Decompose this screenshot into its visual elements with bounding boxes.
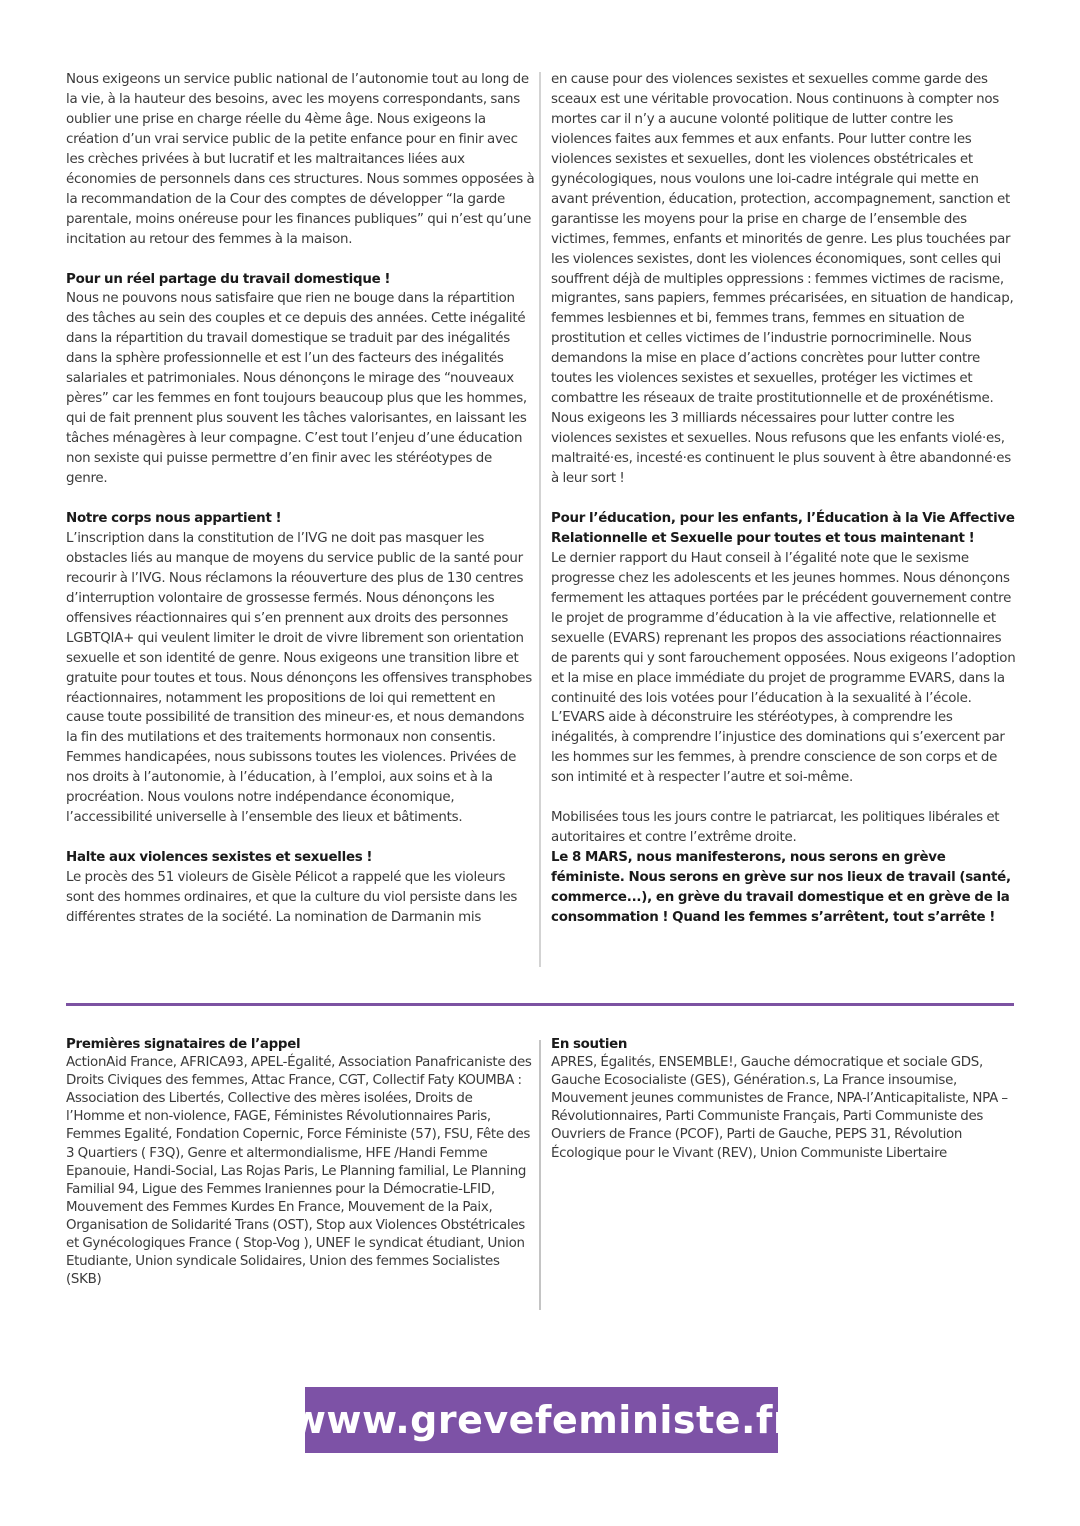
- right-column: [551, 70, 1017, 928]
- spacer: [551, 788, 1017, 808]
- section-body-body: L’inscription dans la constitution de l’IVG ne doit pas masquer les obstacles liés au manque de moyens du service public de la santé pour recourir à l’IVG. Nous réclamons la réouverture des plus de 130 centres d’interruption volontaire de grossesse fermés. Nous dénonçons les offensives réactionnaires qui s’en prennent aux droits des personnes LGBTQIA+ qui veulent limiter le droit de vivre librement son orientation sexuelle et son identité de genre. Nous exigeons une transition libre et gratuite pour toutes et tous. Nous dénonçons les offensives transphobes réactionnaires, notamment les propositions de loi qui remettent en cause toute possibilité de transition des mineur·es, et nous demandons la fin des mutilations et des traitements hormonaux non consentis.: [66, 530, 532, 746]
- section-heading-body: Notre corps nous appartient !: [66, 510, 282, 526]
- closing-paragraph: Mobilisées tous les jours contre le patriarcat, les politiques libérales et autoritaires et contre l’extrême droite.: [551, 810, 1000, 846]
- website-url[interactable]: www.grevefeministe.fr: [290, 1398, 793, 1442]
- section-body-violence: Le procès des 51 violeurs de Gisèle Pélicot a rappelé que les violeurs sont des hommes ordinaires, et que la culture du viol persiste dans les différentes strates de la société. La nomination de Darmanin mis: [66, 870, 518, 925]
- section-heading-domestic: Pour un réel partage du travail domestique !: [66, 271, 391, 287]
- spacer: [551, 489, 1017, 509]
- section-divider-rule: [66, 1003, 1014, 1006]
- left-column: [66, 70, 536, 928]
- website-banner[interactable]: [290, 1387, 793, 1453]
- section-body-domestic: Nous ne pouvons nous satisfaire que rien ne bouge dans la répartition des tâches au sein des couples et ce depuis des années. Cette inégalité dans la répartition du travail domestique se traduit par des inégalités dans la sphère professionnelle et est l’un des facteurs des inégalités salariales et patrimoniales. Nous dénonçons le mirage des “nouveaux pères” car les femmes en font toujours beaucoup plus que les hommes, qui de fait prennent plus souvent les tâches valorisantes, en laissant les tâches ménagères à leur compagne. C’est tout l’enjeu d’une éducation non sexiste qui puisse permettre d’en finir avec les stéréotypes de genre.: [66, 291, 527, 487]
- signatories-divider: [539, 1040, 541, 1310]
- spacer: [66, 489, 536, 509]
- section-heading-violence: Halte aux violences sexistes et sexuelles !: [66, 850, 373, 866]
- support-list: APRES, Égalités, ENSEMBLE!, Gauche démocratique et sociale GDS, Gauche Ecosocialiste (GES), Génération.s, La France insoumise, Mouvement jeunes communistes de France, NPA-l’Anticapitaliste, NPA – Révolutionnaires, Parti Communiste Français, Parti Communiste des Ouvriers de France (PCOF), Parti de Gauche, PEPS 31, Révolution Écologique pour le Vivant (REV), Union Communiste Libertaire: [551, 1055, 1008, 1161]
- call-to-action: Le 8 MARS, nous manifesterons, nous serons en grève féministe. Nous serons en grève sur nos lieux de travail (santé, commerce...), en grève du travail domestique et en grève de la consommation ! Quand les femmes s’arrêtent, tout s’arrête !: [551, 850, 1011, 925]
- section-body-education: Le dernier rapport du Haut conseil à l’égalité note que le sexisme progresse chez les adolescents et les jeunes hommes. Nous dénonçons fermement les attaques portées par le précédent gouvernement contre le projet de programme d’éducation à la vie affective, relationnelle et sexuelle (EVARS) reprenant les propos des associations réactionnaires de parents qui y sont farouchement opposées. Nous exigeons l’adoption et la mise en place immédiate du projet de programme EVARS, dans la continuité des lois votées pour l’éducation à la sexualité à l’école. L’EVARS aide à déconstruire les stéréotypes, à comprendre les inégalités, à comprendre l’injustice des dominations qui s’exercent par les hommes sur les femmes, à prendre conscience de son corps et de son intimité et à respecter l’autre et soi-même.: [551, 550, 1016, 786]
- section-heading-education: Pour l’éducation, pour les enfants, l’Éducation à la Vie Affective Relationnelle et Sexuelle pour toutes et tous maintenant !: [551, 510, 1015, 546]
- spacer: [66, 250, 536, 270]
- first-signatories: [66, 1036, 532, 1289]
- intro-paragraph: Nous exigeons un service public national de l’autonomie tout au long de la vie, à la hauteur des besoins, avec les moyens correspondants, sans oublier une prise en charge réelle du 4ème âge. Nous exigeons la création d’un vrai service public de la petite enfance pour en finir avec les crèches privées à but lucratif et les maltraitances liées aux économies de personnels dans ces structures. Nous sommes opposées à la recommandation de la Cour des comptes de développer “la garde parentale, moins onéreuse pour les finances publiques” qui n’est qu’une incitation au retour des femmes à la maison.: [66, 72, 535, 247]
- first-signatories-list: ActionAid France, AFRICA93, APEL-Égalité, Association Panafricaniste des Droits Civiques des femmes, Attac France, CGT, Collectif Faty KOUMBA : Association des Libertés, Collective des mères isolées, Droits de l’Homme et non-violence, FAGE, Féministes Révolutionnaires Paris, Femmes Egalité, Fondation Copernic, Force Féministe (57), FSU, Fête des 3 Quartiers ( F3Q), Genre et altermondialisme, HFE /Handi Femme Epanouie, Handi-Social, Las Rojas Paris, Le Planning familial, Le Planning Familial 94, Ligue des Femmes Iraniennes pour la Démocratie-LFID, Mouvement des Femmes Kurdes En France, Mouvement de la Paix, Organisation de Solidarité Trans (OST), Stop aux Violences Obstétricales et Gynécologiques France ( Stop-Vog ), UNEF le syndicat étudiant, Union Etudiante, Union syndicale Solidaires, Union des femmes Socialistes (SKB): [66, 1055, 532, 1288]
- first-signatories-heading: Premières signataires de l’appel: [66, 1037, 301, 1052]
- section-body-disability: Femmes handicapées, nous subissons toutes les violences. Privées de nos droits à l’autonomie, à l’éducation, à l’emploi, aux soins et à la procréation. Nous voulons notre indépendance économique, l’accessibilité universelle à l’ensemble des lieux et bâtiments.: [66, 750, 517, 826]
- column-divider: [539, 72, 541, 967]
- spacer: [66, 828, 536, 848]
- support-signatories: [551, 1036, 1013, 1163]
- support-heading: En soutien: [551, 1037, 628, 1052]
- violence-continued: en cause pour des violences sexistes et sexuelles comme garde des sceaux est une véritable provocation. Nous continuons à compter nos mortes car il n’y a aucune volonté politique de lutter contre les violences faites aux femmes et aux enfants. Pour lutter contre les violences sexistes et sexuelles, dont les violences obstétricales et gynécologiques, nous voulons une loi-cadre intégrale qui mette en avant prévention, éducation, protection, accompagnement, sanction et garantisse les moyens pour la prise en charge de l’ensemble des victimes, femmes, enfants et minorités de genre. Les plus touchées par les violences sexistes, dont les violences économiques, sont celles qui souffrent déjà de multiples oppressions : femmes victimes de racisme, migrantes, sans papiers, femmes précarisées, en situation de handicap, femmes lesbiennes et bi, femmes trans, femmes en situation de prostitution et celles victimes de l’industrie pornocriminelle. Nous demandons la mise en place d’actions concrètes pour lutter contre toutes les violences sexistes et sexuelles, protéger les victimes et combattre les réseaux de traite prostitutionnelle et de proxénétisme. Nous exigeons les 3 milliards nécessaires pour lutter contre les violences sexistes et sexuelles. Nous refusons que les enfants violé·es, maltraité·es, incesté·es continuent le plus souvent à être abandonné·es à leur sort !: [551, 72, 1014, 487]
